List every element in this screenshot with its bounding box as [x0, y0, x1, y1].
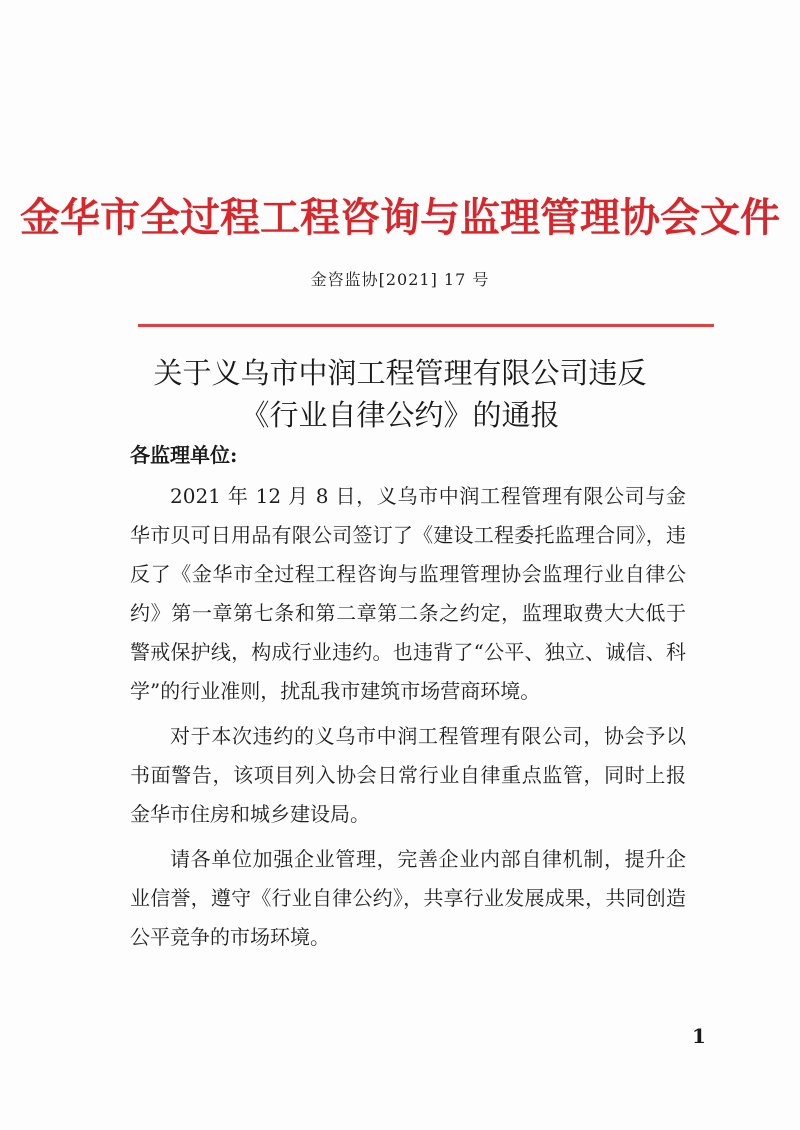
notice-title-line-2: 《行业自律公约》的通报: [240, 398, 560, 432]
document-number: 金咨监协[2021] 17 号: [310, 270, 490, 289]
salutation: 各监理单位:: [130, 443, 238, 467]
body-paragraph-3: 请各单位加强企业管理，完善企业内部自律机制，提升企业信誉，遵守《行业自律公约》，共享行业发展成果，共同创造公平竞争的市场环境。: [130, 847, 686, 949]
body-paragraph-1: 2021 年 12 月 8 日，义乌市中润工程管理有限公司与金华市贝可日用品有限公司签订了《建设工程委托监理合同》，违反了《金华市全过程工程咨询与监理管理协会监理行业自律公约》第一章第七条和第二章第二条之约定，监理取费大大低于警戒保护线，构成行业违约。也违背了“公平、独立、诚信、科学”的行业准则，扰乱我市建筑市场营商环境。: [130, 484, 686, 703]
notice-title: [0, 352, 800, 436]
org-header-title: 金华市全过程工程咨询与监理管理协会文件: [20, 194, 780, 241]
notice-title-line-1: 关于义乌市中润工程管理有限公司违反: [153, 356, 647, 390]
body-text: [130, 477, 686, 963]
body-paragraph-2: 对于本次违约的义乌市中润工程管理有限公司，协会予以书面警告，该项目列入协会日常行业自律重点监管，同时上报金华市住房和城乡建设局。: [130, 724, 686, 826]
red-divider-line: [138, 324, 714, 327]
page-number: 1: [692, 1024, 706, 1048]
